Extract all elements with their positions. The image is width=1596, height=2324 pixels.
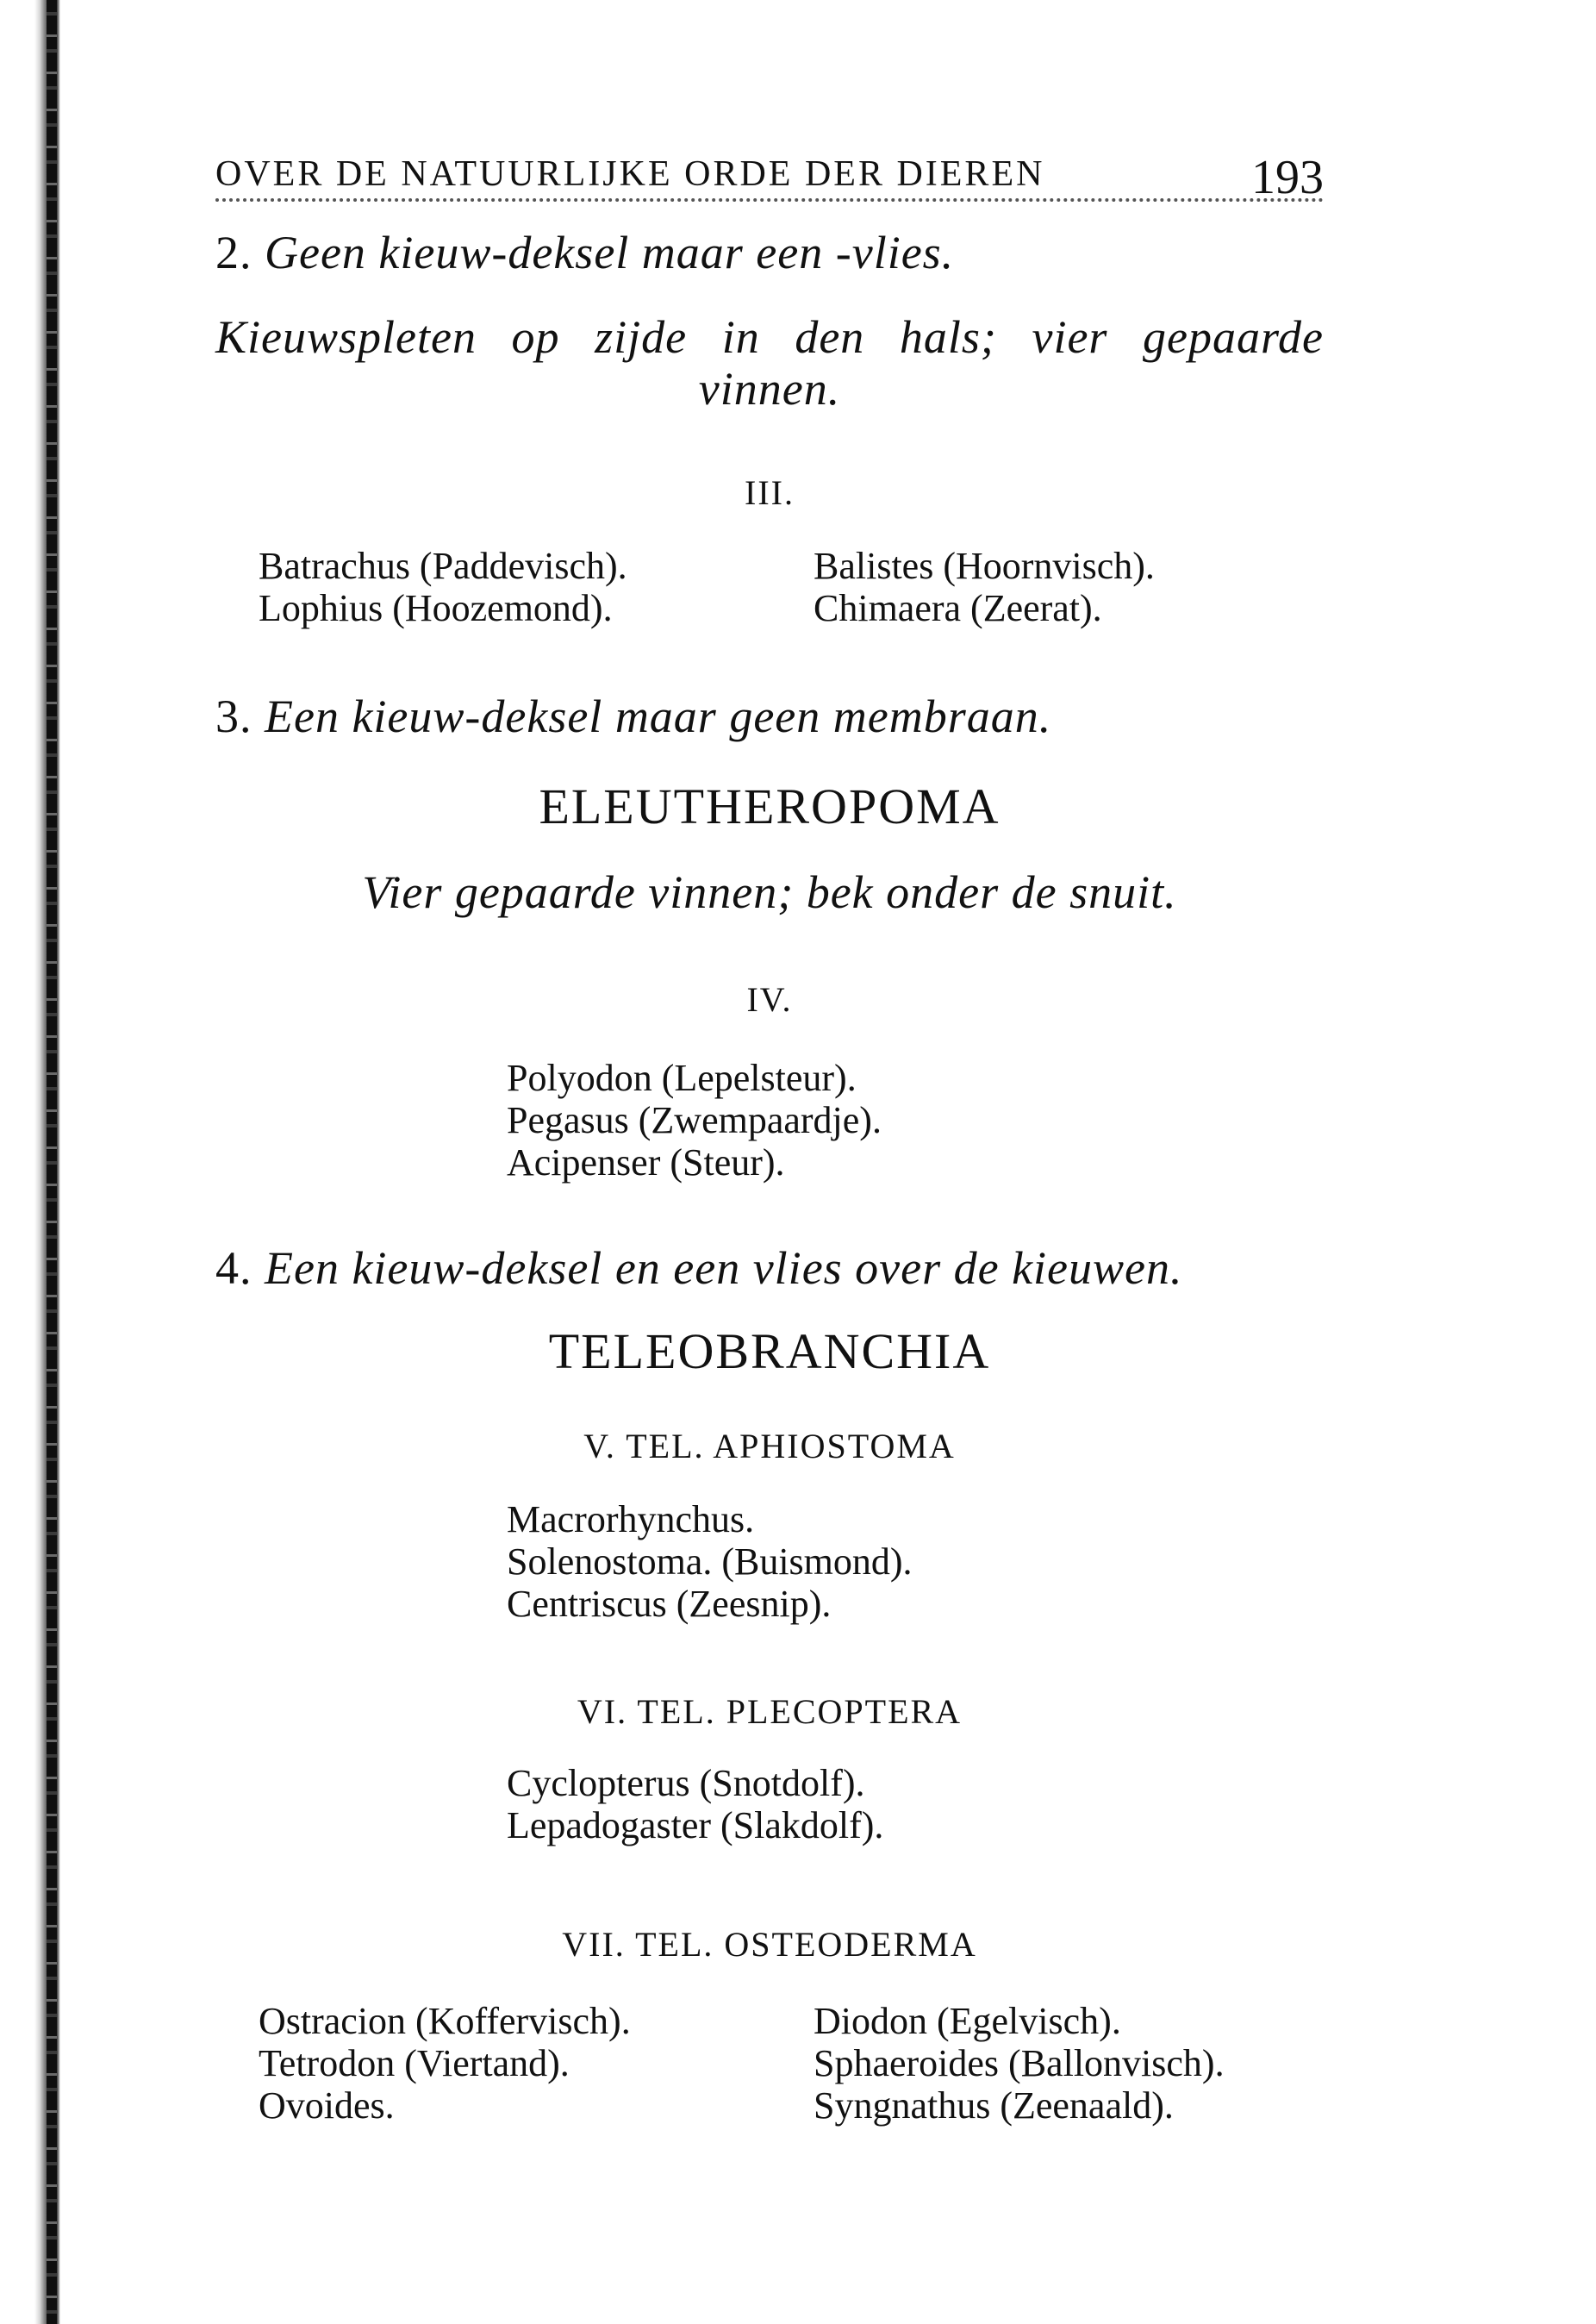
list-item: Chimaera (Zeerat). <box>814 587 1102 629</box>
group-7-right-list <box>814 2000 1225 2127</box>
group-6-list <box>507 1762 883 1846</box>
section-3-description: Vier gepaarde vinnen; bek onder de snuit. <box>362 866 1177 918</box>
running-header <box>215 153 1324 202</box>
group-4-roman: IV. <box>746 980 793 1019</box>
list-item: Acipenser (Steur). <box>507 1141 785 1184</box>
header-title: OVER DE NATUURLIJKE ORDE DER DIEREN <box>215 154 1045 194</box>
group-3-left-list <box>259 545 627 629</box>
list-item: Solenostoma. (Buismond). <box>507 1540 913 1583</box>
page-number: 193 <box>1251 151 1324 204</box>
section-number: 2. <box>215 227 252 278</box>
list-item: Tetrodon (Viertand). <box>259 2042 570 2084</box>
section-4-title: TELEOBRANCHIA <box>548 1323 991 1379</box>
group-5-heading: V. TEL. APHIOSTOMA <box>583 1427 956 1465</box>
section-3-title: ELEUTHEROPOMA <box>539 778 1001 834</box>
list-item: Balistes (Hoornvisch). <box>814 545 1155 587</box>
group-3-roman: III. <box>745 473 795 512</box>
group-3-right-list <box>814 545 1155 629</box>
list-item: Sphaeroides (Ballonvisch). <box>814 2042 1225 2084</box>
group-7-heading: VII. TEL. OSTEODERMA <box>562 1925 977 1964</box>
list-item: Diodon (Egelvisch). <box>814 2000 1121 2042</box>
section-2-description-line1: Kieuwspleten op zijde in den hals; vier gepaarde <box>215 311 1324 363</box>
group-6-heading: VI. TEL. PLECOPTERA <box>577 1692 963 1731</box>
section-4-heading <box>215 1241 1183 1295</box>
list-item: Pegasus (Zwempaardje). <box>507 1099 882 1141</box>
list-item: Macrorhynchus. <box>507 1498 755 1540</box>
list-item: Polyodon (Lepelsteur). <box>507 1057 857 1099</box>
list-item: Centriscus (Zeesnip). <box>507 1583 832 1625</box>
list-item: Ovoides. <box>259 2084 395 2127</box>
group-7-left-list <box>259 2000 631 2127</box>
list-item: Lepadogaster (Slakdolf). <box>507 1804 884 1846</box>
section-2-description-line2: vinnen. <box>698 363 841 415</box>
list-item: Batrachus (Paddevisch). <box>259 545 627 587</box>
book-spine-edge <box>47 0 57 2324</box>
section-heading-text: Een kieuw-deksel maar geen membraan. <box>265 690 1052 742</box>
section-number: 4. <box>215 1242 252 1294</box>
section-2-heading <box>215 226 954 279</box>
list-item: Lophius (Hoozemond). <box>259 587 613 629</box>
section-heading-text: Geen kieuw-deksel maar een -vlies. <box>265 227 955 278</box>
section-number: 3. <box>215 690 252 742</box>
list-item: Cyclopterus (Snotdolf). <box>507 1762 865 1804</box>
group-4-list <box>507 1057 882 1184</box>
group-5-list <box>507 1498 913 1625</box>
section-heading-text: Een kieuw-deksel en een vlies over de kieuwen. <box>265 1242 1183 1294</box>
list-item: Syngnathus (Zeenaald). <box>814 2084 1174 2127</box>
list-item: Ostracion (Koffervisch). <box>259 2000 631 2042</box>
section-3-heading <box>215 690 1051 743</box>
